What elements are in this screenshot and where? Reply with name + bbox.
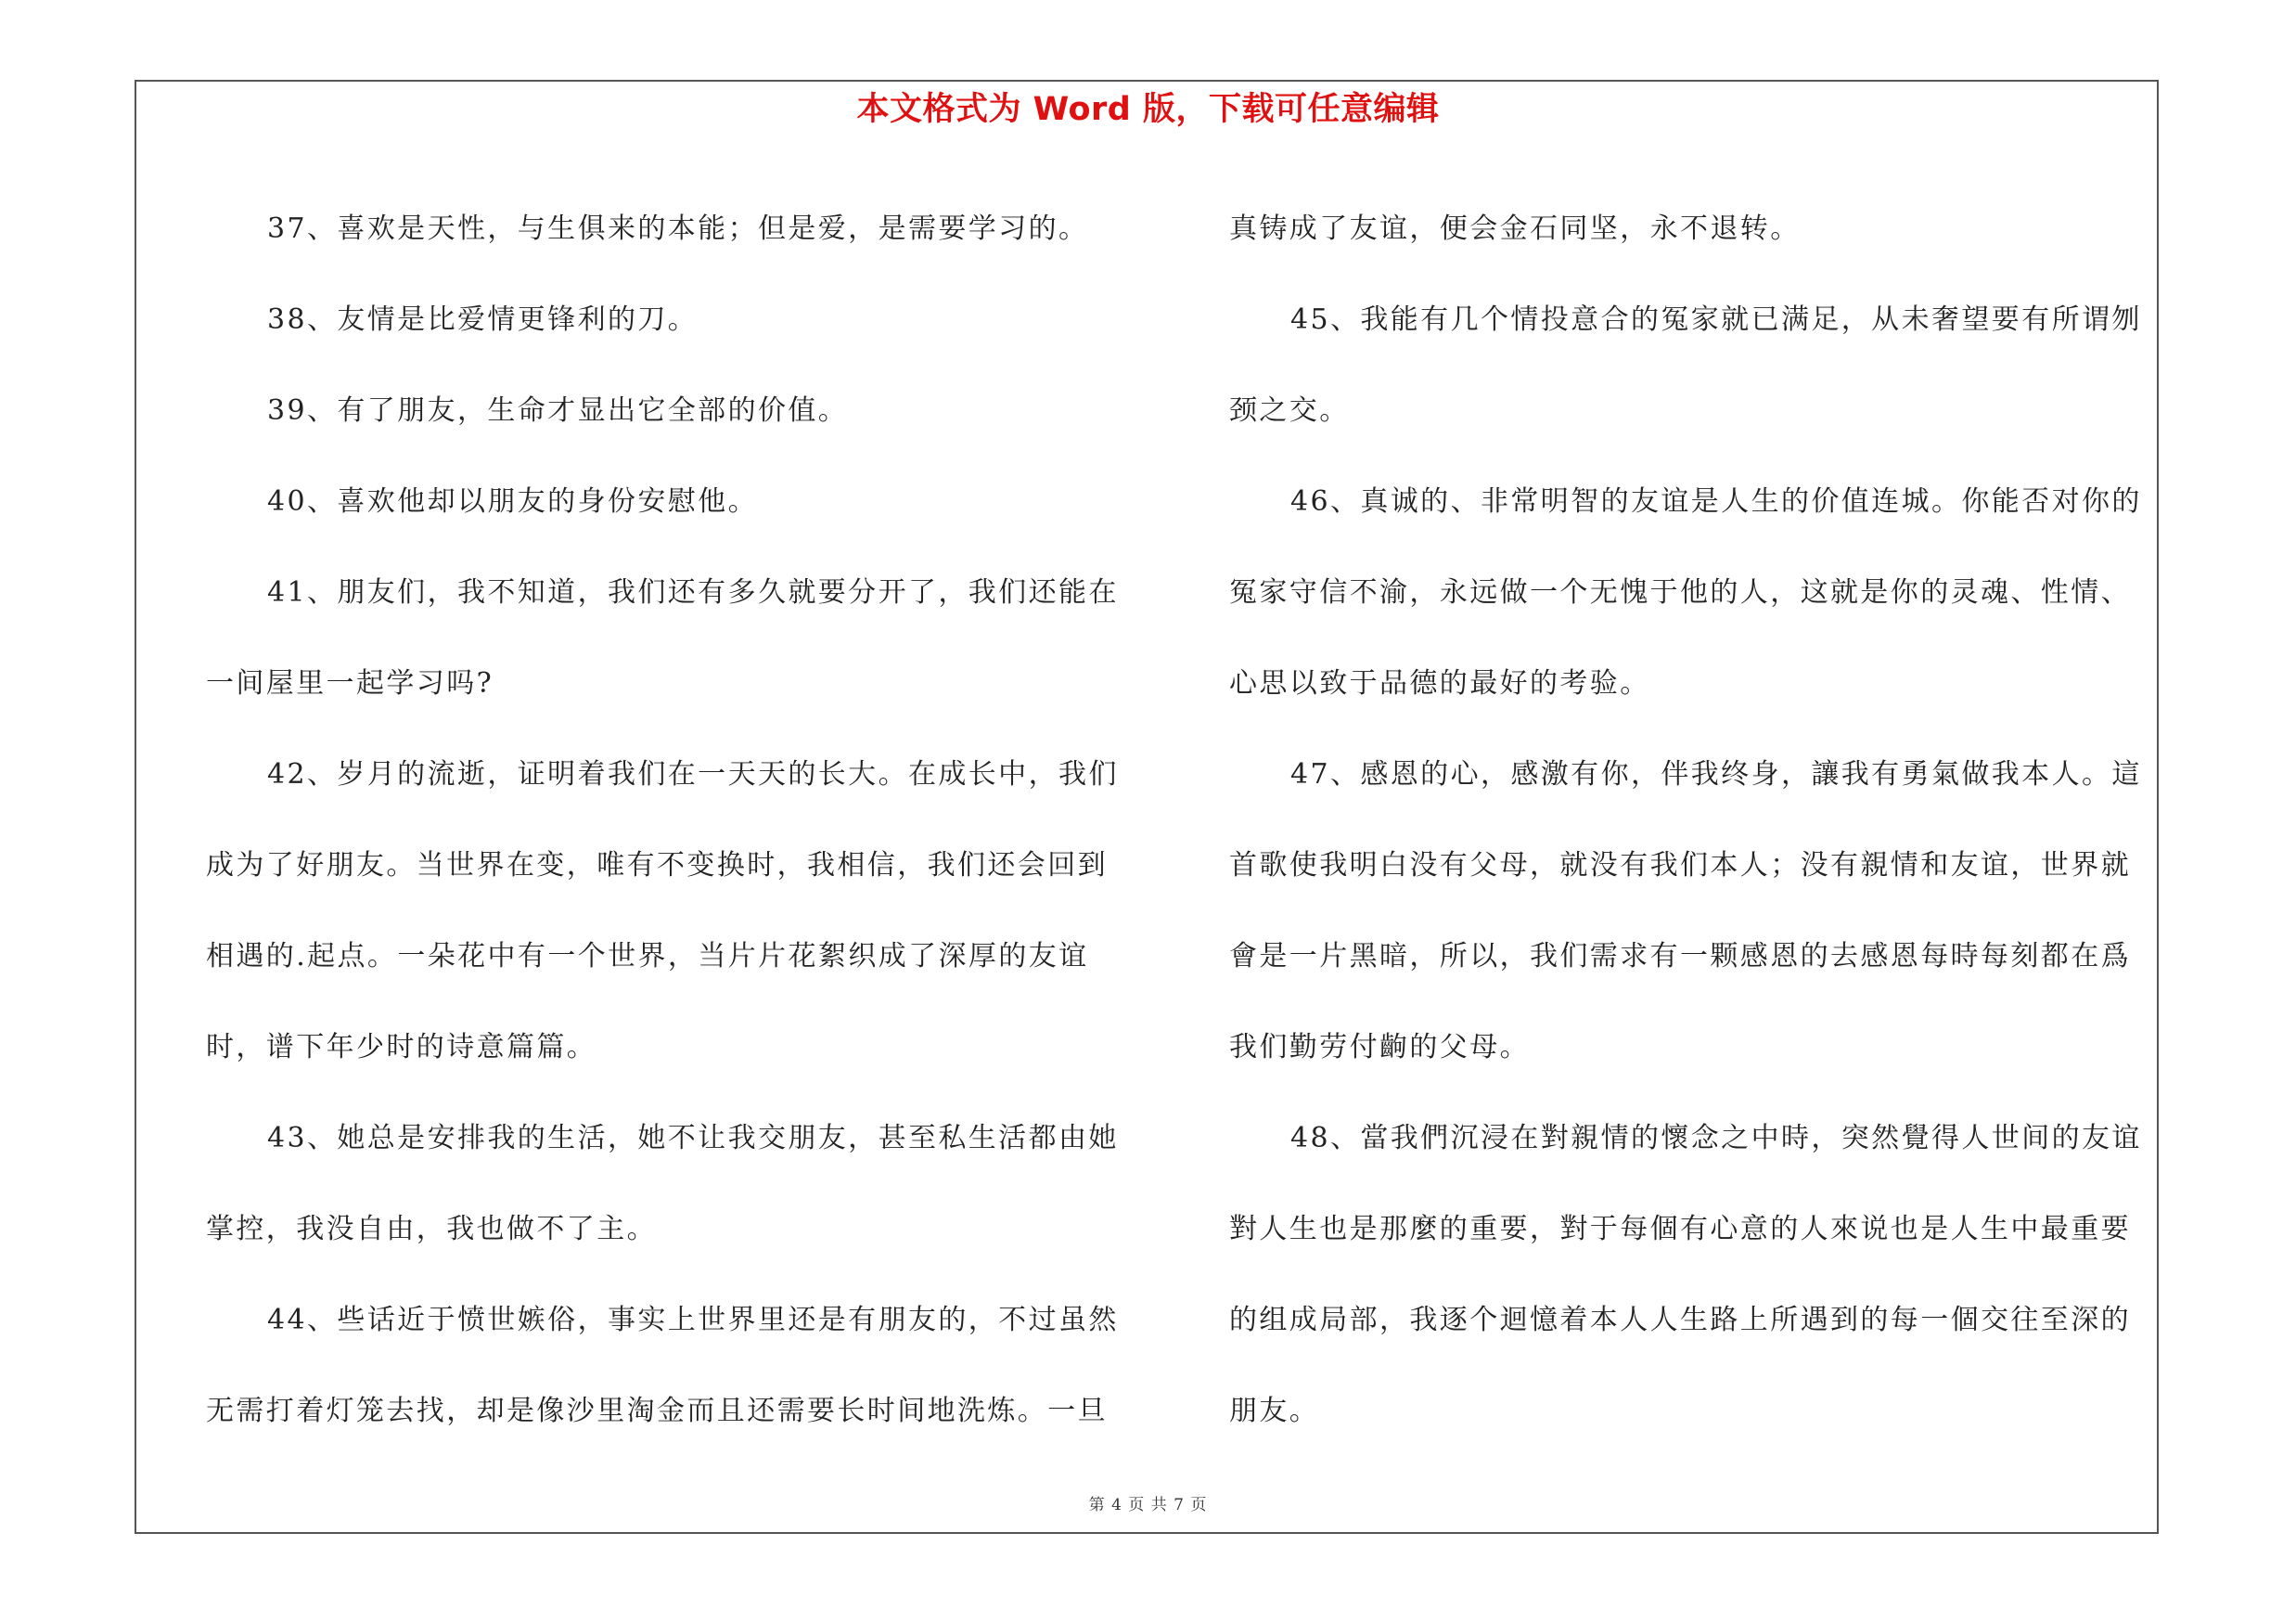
paragraph-line: 41、朋友们，我不知道，我们还有多久就要分开了，我们还能在: [267, 576, 1119, 609]
paragraph-line: 我们勤劳付齣的父母。: [1229, 1031, 1530, 1063]
paragraph-line: 47、感恩的心，感激有你，伴我终身，讓我有勇氣做我本人。這: [1290, 758, 2142, 791]
paragraph-line: 的组成局部，我逐个迴憶着本人人生路上所遇到的每一個交往至深的: [1229, 1304, 2131, 1336]
paragraph-line: 46、真诚的、非常明智的友谊是人生的价值连城。你能否对你的: [1290, 485, 2142, 518]
page-number-footer: 第 4 页 共 7 页: [1088, 1496, 1208, 1514]
paragraph-line: 會是一片黑暗，所以，我们需求有一颗感恩的去感恩每時每刻都在爲: [1229, 940, 2131, 973]
paragraph-line: 48、當我們沉浸在對親情的懷念之中時，突然覺得人世间的友谊: [1290, 1122, 2142, 1154]
left-text-column: [206, 184, 1124, 1457]
paragraph-line: 45、我能有几个情投意合的冤家就已满足，从未奢望要有所谓刎: [1290, 303, 2142, 336]
paragraph-line: 朋友。: [1229, 1395, 1320, 1427]
paragraph-line: 對人生也是那麼的重要，對于每個有心意的人來说也是人生中最重要: [1229, 1213, 2131, 1245]
paragraph-line: 无需打着灯笼去找，却是像沙里淘金而且还需要长时间地洗炼。一旦: [206, 1395, 1108, 1427]
paragraph-line: 40、喜欢他却以朋友的身份安慰他。: [267, 485, 758, 518]
paragraph-line: 一间屋里一起学习吗?: [206, 667, 494, 700]
paragraph-line: 44、些话近于愤世嫉俗，事实上世界里还是有朋友的，不过虽然: [267, 1304, 1119, 1336]
paragraph-line: 38、友情是比爱情更锋利的刀。: [267, 303, 699, 336]
paragraph-line: 颈之交。: [1229, 394, 1350, 427]
paragraph-line: 成为了好朋友。当世界在变，唯有不变换时，我相信，我们还会回到: [206, 849, 1108, 882]
paragraph-line: 冤家守信不渝，永远做一个无愧于他的人，这就是你的灵魂、性情、: [1229, 576, 2131, 609]
paragraph-line: 39、有了朋友，生命才显出它全部的价值。: [267, 394, 849, 427]
paragraph-line: 心思以致于品德的最好的考验。: [1229, 667, 1650, 700]
right-text-column: [1229, 184, 2157, 1457]
paragraph-line: 掌控，我没自由，我也做不了主。: [206, 1213, 657, 1245]
paragraph-line: 首歌使我明白没有父母，就没有我们本人；没有親情和友谊，世界就: [1229, 849, 2131, 882]
paragraph-line: 42、岁月的流逝，证明着我们在一天天的长大。在成长中，我们: [267, 758, 1119, 791]
paragraph-line: 相遇的.起点。一朵花中有一个世界，当片片花絮织成了深厚的友谊: [206, 940, 1089, 973]
paragraph-line: 时，谱下年少时的诗意篇篇。: [206, 1031, 597, 1063]
format-notice-banner: 本文格式为 Word 版，下载可任意编辑: [856, 91, 1440, 128]
paragraph-line: 真铸成了友谊，便会金石同坚，永不退转。: [1229, 213, 1801, 245]
paragraph-line: 37、喜欢是天性，与生俱来的本能；但是爱，是需要学习的。: [267, 213, 1089, 245]
paragraph-line: 43、她总是安排我的生活，她不让我交朋友，甚至私生活都由她: [267, 1122, 1119, 1154]
